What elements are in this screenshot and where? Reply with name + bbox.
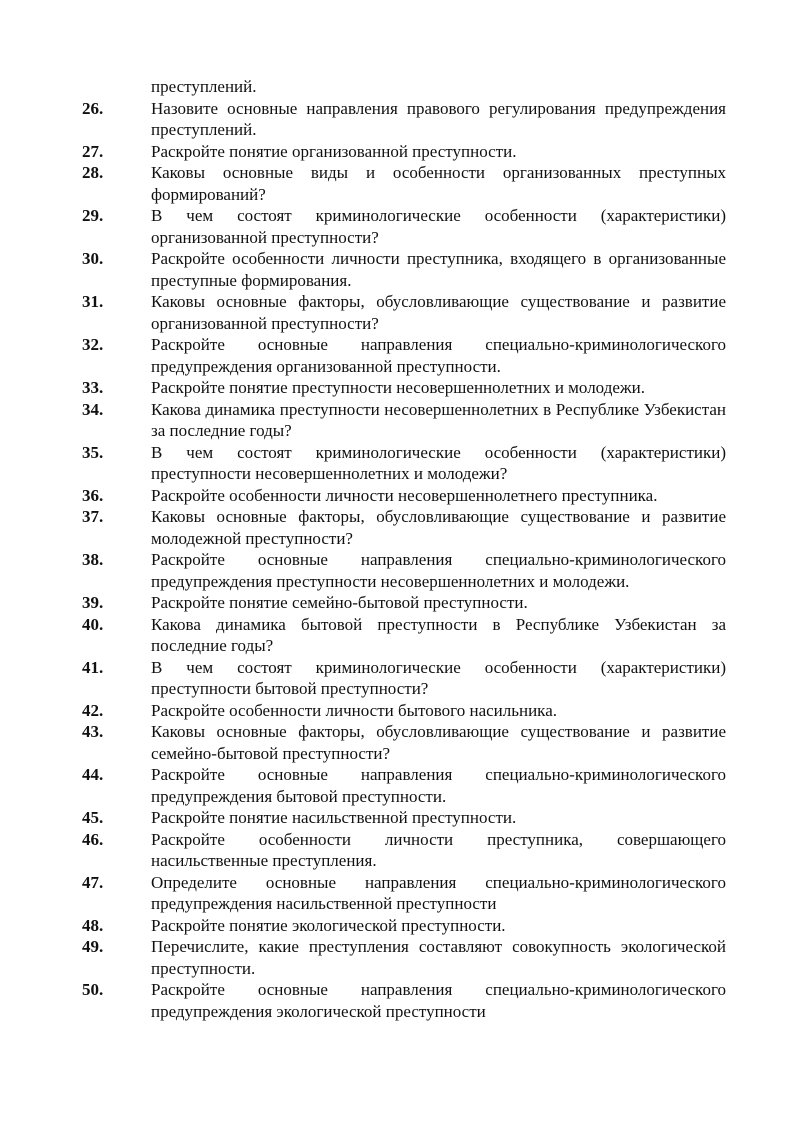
item-number: 34. (82, 399, 104, 419)
item-number: 30. (82, 249, 104, 268)
item-text: Каковы основные виды и особенности организованных преступных формирований? (151, 163, 726, 204)
list-item (82, 936, 726, 979)
item-number: 33. (82, 378, 104, 397)
item-number: 35. (82, 442, 104, 462)
list-item (82, 764, 726, 807)
item-number: 49. (82, 937, 104, 956)
item-number: 46. (82, 829, 104, 849)
item-text: Раскройте понятие семейно-бытовой преступности. (151, 593, 528, 612)
list-item (82, 248, 726, 291)
item-text: Какова динамика бытовой преступности в Республике Узбекистан за последние годы? (151, 614, 726, 655)
list-item (82, 442, 726, 485)
item-number: 37. (82, 507, 104, 526)
item-number: 43. (82, 722, 104, 741)
item-number: 32. (82, 335, 104, 354)
item-number: 27. (82, 141, 104, 161)
list-item (82, 98, 726, 141)
item-number: 45. (82, 808, 104, 827)
continued-text: преступлений. (151, 77, 257, 96)
item-text: Каковы основные факторы, обусловливающие существование и развитие молодежной преступности? (151, 507, 726, 548)
item-text: Раскройте понятие преступности несовершеннолетних и молодежи. (151, 378, 645, 397)
item-text: Раскройте особенности личности преступника, входящего в организованные преступные формирования. (151, 249, 726, 290)
item-number: 50. (82, 980, 104, 999)
list-item (82, 506, 726, 549)
list-item (82, 614, 726, 657)
item-number: 48. (82, 915, 104, 935)
item-number: 47. (82, 872, 104, 892)
item-text: Каковы основные факторы, обусловливающие существование и развитие организованной преступности? (151, 292, 726, 333)
item-number: 38. (82, 550, 104, 569)
list-item (82, 915, 726, 937)
item-number: 28. (82, 163, 104, 182)
list-item (82, 872, 726, 915)
item-text: Каковы основные факторы, обусловливающие существование и развитие семейно-бытовой преступности? (151, 722, 726, 763)
list-item (82, 377, 726, 399)
item-text: Раскройте основные направления специально-криминологического предупреждения организованной преступности. (151, 335, 726, 376)
item-text: Раскройте особенности личности бытового насильника. (151, 700, 557, 720)
list-item (82, 700, 726, 722)
list-item (82, 141, 726, 163)
list-item (82, 829, 726, 872)
item-text: Определите основные направления специально-криминологического предупреждения насильственной преступности (151, 872, 726, 913)
item-number: 42. (82, 700, 104, 720)
item-number: 29. (82, 206, 104, 225)
item-text: Раскройте особенности личности преступника, совершающего насильственные преступления. (151, 829, 726, 870)
list-item (82, 807, 726, 829)
item-text: Раскройте понятие насильственной преступности. (151, 808, 517, 827)
list-item (82, 592, 726, 614)
item-text: В чем состоят криминологические особенности (характеристики) преступности бытовой преступности? (151, 657, 726, 698)
item-text: Раскройте особенности личности несовершеннолетнего преступника. (151, 485, 658, 505)
item-text: Раскройте основные направления специально-криминологического предупреждения преступности несовершеннолетних и молодежи. (151, 550, 726, 591)
item-text: Назовите основные направления правового регулирования предупреждения преступлений. (151, 98, 726, 139)
list-item (82, 549, 726, 592)
question-list (82, 98, 726, 1023)
list-item (82, 399, 726, 442)
item-number: 44. (82, 765, 104, 784)
list-item (82, 162, 726, 205)
list-item (82, 291, 726, 334)
item-text: В чем состоят криминологические особенности (характеристики) преступности несовершеннолетних и молодежи? (151, 442, 726, 483)
list-item (82, 721, 726, 764)
item-text: Раскройте основные направления специально-криминологического предупреждения экологической преступности (151, 980, 726, 1021)
list-item (82, 657, 726, 700)
item-text: Раскройте основные направления специально-криминологического предупреждения бытовой преступности. (151, 765, 726, 806)
list-item (82, 979, 726, 1022)
item-number: 31. (82, 292, 104, 311)
item-number: 36. (82, 485, 104, 505)
item-number: 40. (82, 614, 104, 634)
list-item (82, 334, 726, 377)
item-number: 41. (82, 657, 104, 677)
list-item (82, 485, 726, 507)
item-text: Перечислите, какие преступления составляют совокупность экологической преступности. (151, 937, 726, 978)
item-text: В чем состоят криминологические особенности (характеристики) организованной преступности? (151, 206, 726, 247)
item-number: 26. (82, 98, 104, 118)
list-item (82, 205, 726, 248)
item-text: Какова динамика преступности несовершеннолетних в Республике Узбекистан за последние годы? (151, 399, 726, 440)
item-number: 39. (82, 593, 104, 612)
item-text: Раскройте понятие экологической преступности. (151, 915, 506, 935)
item-text: Раскройте понятие организованной преступности. (151, 141, 517, 161)
